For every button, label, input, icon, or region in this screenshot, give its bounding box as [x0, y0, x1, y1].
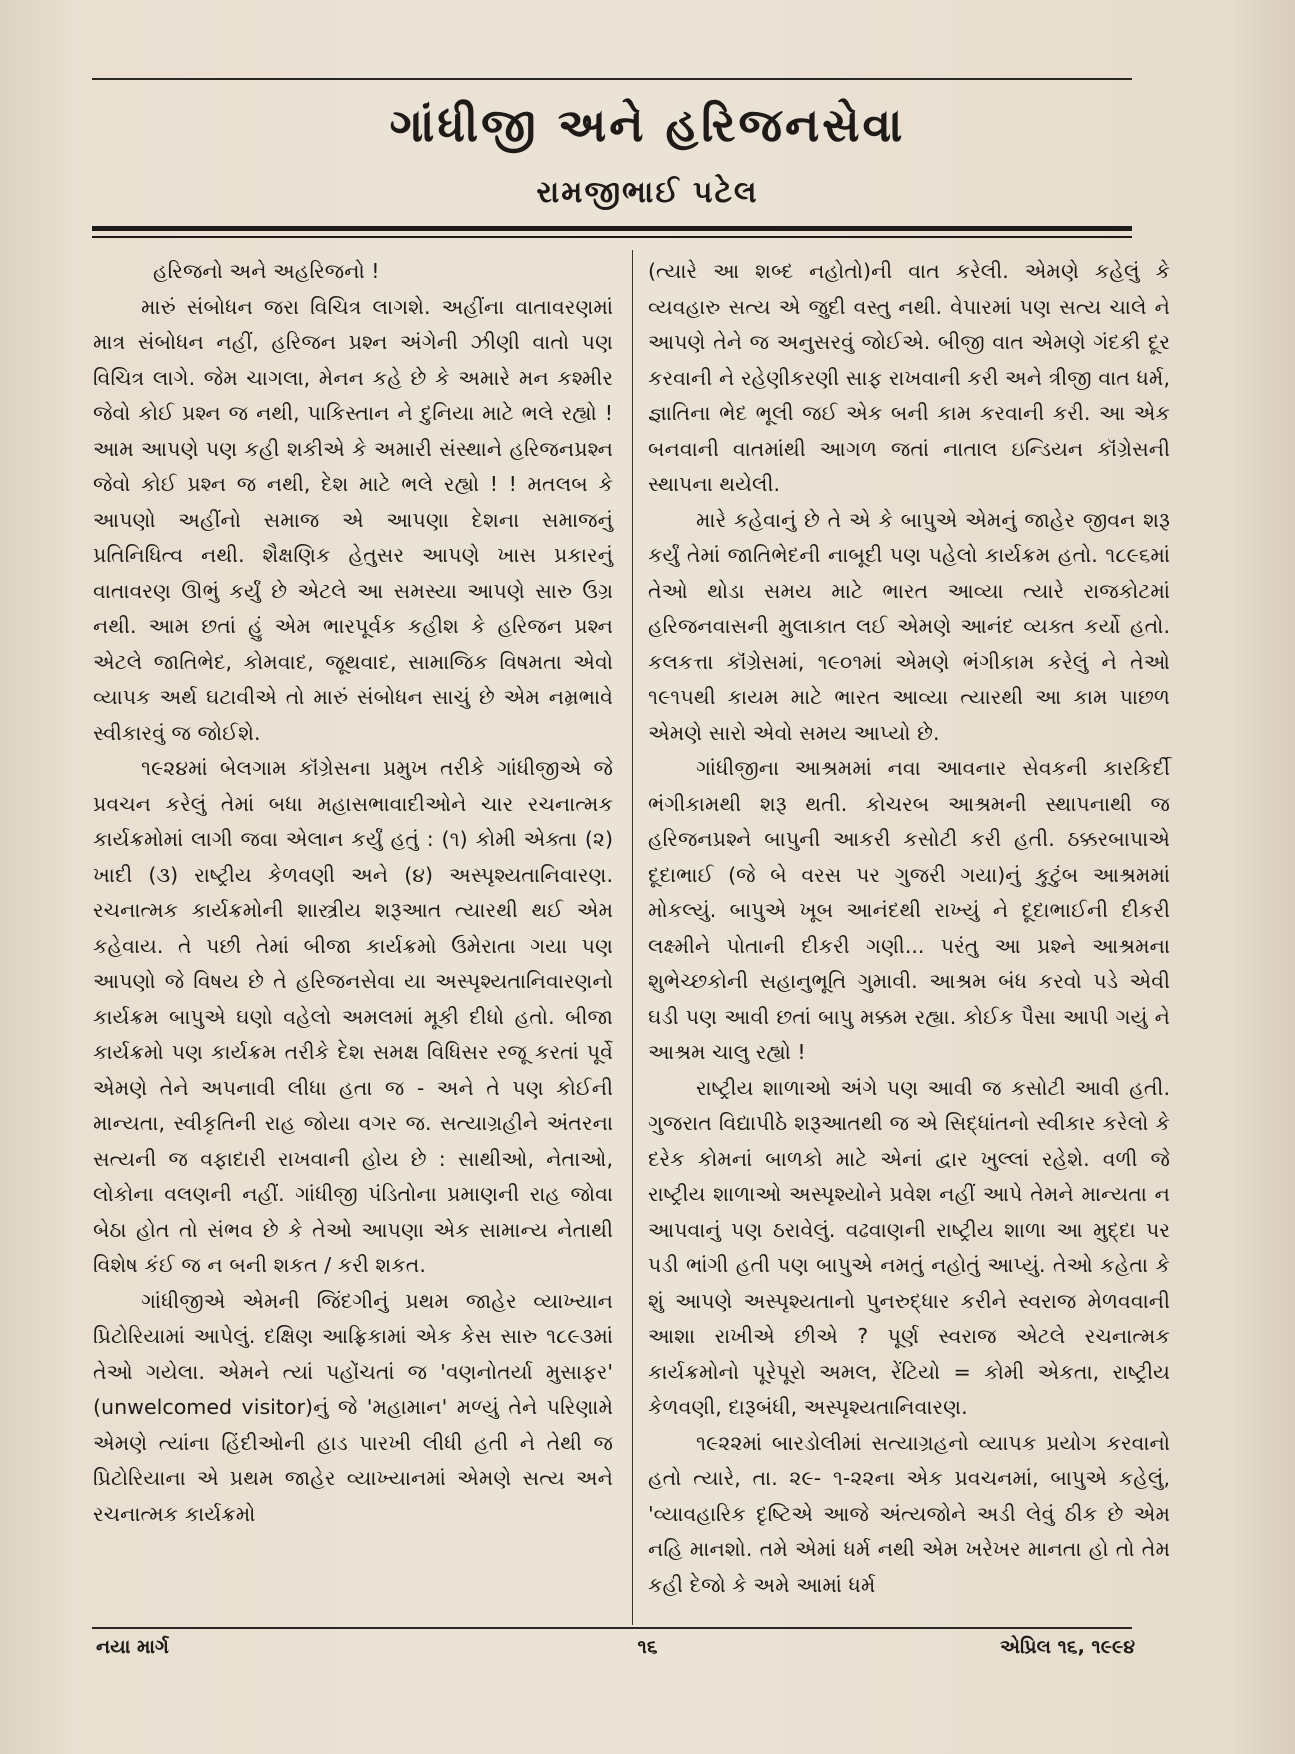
top-rule	[92, 78, 1132, 80]
paragraph: ૧૯૨૨માં બારડોલીમાં સત્યાગ્રહનો વ્યાપક પ્રયોગ કરવાનો હતો ત્યારે, તા. ૨૯- ૧-૨૨ના એક પ્રવચનમાં, બાપુએ કહેલું, 'વ્યાવહારિક દૃષ્ટિએ આજે અંત્યજોને અડી લેવું ઠીક છે એમ નહિ માનશો. તમે એમાં ધર્મ નથી એમ ખરેખર માનતા હો તો તેમ કહી દેજો કે અમે આમાં ધર્મ	[648, 1430, 1170, 1597]
article-title: ગાંધીજી અને હરિજનસેવા	[389, 98, 906, 152]
paragraph: (ત્યારે આ શબ્દ નહોતો)ની વાત કરેલી. એમણે કહેલું કે વ્યવહારુ સત્ય એ જુદી વસ્તુ નથી. વેપારમાં પણ સત્ય ચાલે ને આપણે તેને જ અનુસરવું જોઈએ. બીજી વાત એમણે ગંદકી દૂર કરવાની ને રહેણીકરણી સાફ રાખવાની કરી અને ત્રીજી વાત ધર્મ, જ્ઞાતિના ભેદ ભૂલી જઈ એક બની કામ કરવાની કરી. આ એક બનવાની વાતમાંથી આગળ જતાં નાતાલ ઇન્ડિયન કૉંગ્રેસની સ્થાપના થયેલી.	[648, 259, 1170, 496]
greeting: હરિજનો અને અહરિજનો !	[153, 259, 380, 283]
paragraph: મારે કહેવાનું છે તે એ કે બાપુએ એમનું જાહેર જીવન શરૂ કર્યું તેમાં જાતિભેદની નાબૂદી પણ પહેલો કાર્યક્રમ હતો. ૧૮૯૬માં તેઓ થોડા સમય માટે ભારત આવ્યા ત્યારે રાજકોટમાં હરિજનવાસની મુલાકાત લઈ એમણે આનંદ વ્યક્ત કર્યો હતો. કલકત્તા કૉંગ્રેસમાં, ૧૯૦૧માં એમણે ભંગીકામ કરેલું ને તેઓ ૧૯૧૫થી કાયમ માટે ભારત આવ્યા ત્યારથી આ કામ પાછળ એમણે સારો એવો સમય આપ્યો છે.	[648, 507, 1170, 745]
right-column	[648, 254, 1170, 1603]
column-divider	[632, 250, 633, 1625]
left-column	[93, 254, 613, 1532]
title-rule-thin	[92, 236, 1132, 238]
paragraph: ગાંધીજીના આશ્રમમાં નવા આવનાર સેવકની કારકિર્દી ભંગીકામથી શરૂ થતી. કોચરબ આશ્રમની સ્થાપનાથી જ હરિજનપ્રશ્ને બાપુની આકરી કસોટી કરી હતી. ઠક્કરબાપાએ દૂદાભાઈ (જે બે વરસ પર ગુજરી ગયા)નું કુટુંબ આશ્રમમાં મોકલ્યું. બાપુએ ખૂબ આનંદથી રાખ્યું ને દૂદાભાઈની દીકરી લક્ષ્મીને પોતાની દીકરી ગણી... પરંતુ આ પ્રશ્ને આશ્રમના શુભેચ્છકોની સહાનુભૂતિ ગુમાવી. આશ્રમ બંધ કરવો પડે એવી ઘડી પણ આવી છતાં બાપુ મક્કમ રહ્યા. કોઈક પૈસા આપી ગયું ને આશ્રમ ચાલુ રહ્યો !	[648, 756, 1170, 1064]
paragraph: મારું સંબોધન જરા વિચિત્ર લાગશે. અહીંના વાતાવરણમાં માત્ર સંબોધન નહીં, હરિજન પ્રશ્ન અંગેની ઝીણી વાતો પણ વિચિત્ર લાગે. જેમ ચાગલા, મેનન કહે છે કે અમારે મન કશ્મીર જેવો કોઈ પ્રશ્ન જ નથી, પાકિસ્તાન ને દુનિયા માટે ભલે રહ્યો ! આમ આપણે પણ કહી શકીએ કે અમારી સંસ્થાને હરિજનપ્રશ્ન જેવો કોઈ પ્રશ્ન જ નથી, દેશ માટે ભલે રહ્યો ! ! મતલબ કે આપણો અહીંનો સમાજ એ આપણા દેશના સમાજનું પ્રતિનિધિત્વ નથી. શૈક્ષણિક હેતુસર આપણે ખાસ પ્રકારનું વાતાવરણ ઊભું કર્યું છે એટલે આ સમસ્યા આપણે સારુ ઉગ્ર નથી. આમ છતાં હું એમ ભારપૂર્વક કહીશ કે હરિજન પ્રશ્ન એટલે જાતિભેદ, કોમવાદ, જૂથવાદ, સામાજિક વિષમતા એવો વ્યાપક અર્થ ઘટાવીએ તો મારું સંબોધન સાચું છે એમ નમ્રભાવે સ્વીકારવું જ જોઈશે.	[93, 294, 613, 745]
footer-rule	[92, 1627, 1132, 1629]
title-rule-thick	[92, 226, 1132, 231]
paragraph: ૧૯૨૪માં બેલગામ કૉંગ્રેસના પ્રમુખ તરીકે ગાંધીજીએ જે પ્રવચન કરેલું તેમાં બધા મહાસભાવાદીઓને ચાર રચનાત્મક કાર્યક્રમોમાં લાગી જવા એલાન કર્યું હતું : (૧) કોમી એક્તા (૨) ખાદી (૩) રાષ્ટ્રીય કેળવણી અને (૪) અસ્પૃશ્યતાનિવારણ. રચનાત્મક કાર્યક્રમોની શાસ્ત્રીય શરૂઆત ત્યારથી થઈ એમ કહેવાય. તે પછી તેમાં બીજા કાર્યક્રમો ઉમેરાતા ગયા પણ આપણો જે વિષય છે તે હરિજનસેવા યા અસ્પૃશ્યતાનિવારણનો કાર્યક્રમ બાપુએ ઘણો વહેલો અમલમાં મૂકી દીધો હતો. બીજા કાર્યક્રમો પણ કાર્યક્રમ તરીકે દેશ સમક્ષ વિધિસર રજૂ કરતાં પૂર્વે એમણે તેને અપનાવી લીધા હતા જ - અને તે પણ કોઈની માન્યતા, સ્વીકૃતિની રાહ જોયા વગર જ. સત્યાગ્રહીને અંતરના સત્યની જ વફાદારી રાખવાની હોય છે : સાથીઓ, નેતાઓ, લોકોના વલણની નહીં. ગાંધીજી પંડિતોના પ્રમાણની રાહ જોવા બેઠા હોત તો સંભવ છે કે તેઓ આપણા એક સામાન્ય નેતાથી વિશેષ કંઈ જ ન બની શકત / કરી શકત.	[93, 756, 613, 1277]
paragraph: ગાંધીજીએ એમની જિંદગીનું પ્રથમ જાહેર વ્યાખ્યાન પ્રિટોરિયામાં આપેલું. દક્ષિણ આફ્રિકામાં એક કેસ સારુ ૧૮૯૩માં તેઓ ગયેલા. એમને ત્યાં પહોંચતાં જ 'વણનોતર્યા મુસાફર' (unwelcomed visitor)નું જે 'મહામાન' મળ્યું તેને પરિણામે એમણે ત્યાંના હિંદીઓની હાડ પારખી લીધી હતી ને તેથી જ પ્રિટોરિયાના એ પ્રથમ જાહેર વ્યાખ્યાનમાં એમણે સત્ય અને રચનાત્મક કાર્યક્રમો	[93, 1288, 613, 1526]
article-author: રામજીભાઈ પટેલ	[536, 175, 759, 210]
publication-name: નયા માર્ગ	[96, 1636, 169, 1658]
issue-date: એપ્રિલ ૧૬, ૧૯૯૪	[999, 1636, 1135, 1658]
page-number: ૧૬	[637, 1636, 658, 1658]
paragraph: રાષ્ટ્રીય શાળાઓ અંગે પણ આવી જ કસોટી આવી હતી. ગુજરાત વિદ્યાપીઠે શરૂઆતથી જ એ સિદ્ધાંતનો સ્વીકાર કરેલો કે દરેક કોમનાં બાળકો માટે એનાં દ્વાર ખુલ્લાં રહેશે. વળી જે રાષ્ટ્રીય શાળાઓ અસ્પૃશ્યોને પ્રવેશ નહીં આપે તેમને માન્યતા ન આપવાનું પણ ઠરાવેલું. વઢવાણની રાષ્ટ્રીય શાળા આ મુદ્દા પર પડી ભાંગી હતી પણ બાપુએ નમતું નહોતું આપ્યું. તેઓ કહેતા કે શું આપણે અસ્પૃશ્યતાનો પુનરુદ્ધાર કરીને સ્વરાજ મેળવવાની આશા રાખીએ છીએ ? પૂર્ણ સ્વરાજ એટલે રચનાત્મક કાર્યક્રમોનો પૂરેપૂરો અમલ, રેંટિયો = કોમી એકતા, રાષ્ટ્રીય કેળવણી, દારૂબંધી, અસ્પૃશ્યતાનિવારણ.	[648, 1075, 1170, 1419]
